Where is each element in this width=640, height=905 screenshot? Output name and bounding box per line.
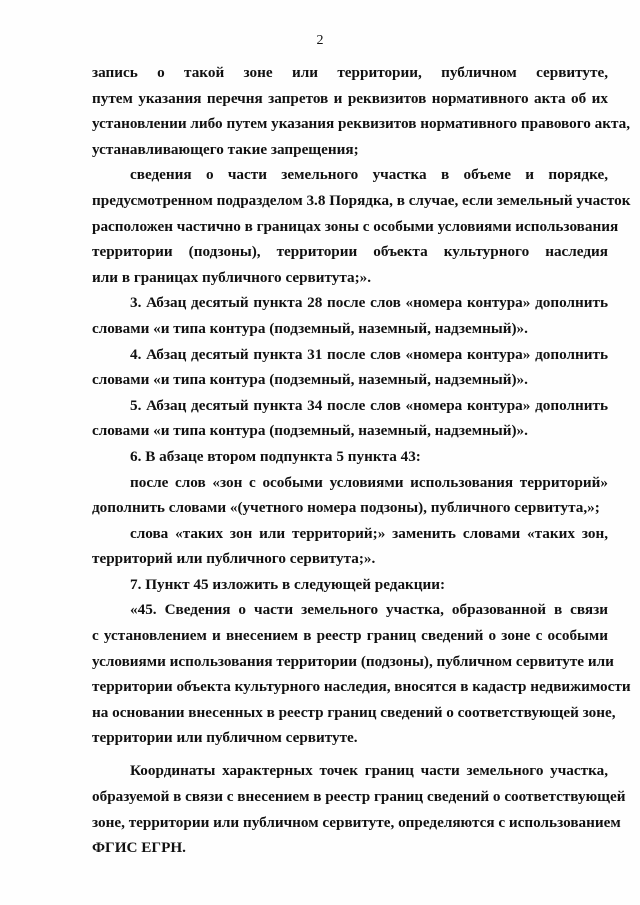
paragraph — [92, 597, 631, 751]
text-line: ФГИС ЕГРН. — [92, 839, 186, 857]
text-line: словами «и типа контура (подземный, наземный, надземный)». — [92, 371, 528, 389]
text-line: 3. Абзац десятый пункта 28 после слов «номера контура» дополнить — [130, 294, 608, 312]
text-line: словами «и типа контура (подземный, наземный, надземный)». — [92, 319, 528, 337]
text-line: путем указания перечня запретов и реквизитов нормативного акта об их — [92, 89, 608, 107]
page-number: 2 — [316, 33, 324, 48]
text-line: территории (подзоны), территории объекта культурного наследия — [92, 243, 608, 261]
paragraph — [92, 470, 608, 521]
text-line: территории или публичном сервитуте. — [92, 729, 358, 747]
text-line: территорий или публичного сервитута;». — [92, 550, 376, 568]
text-line: установлении либо путем указания реквизитов нормативного правового акта, — [92, 115, 631, 133]
text-line: словами «и типа контура (подземный, наземный, надземный)». — [92, 422, 528, 440]
text-line: «45. Сведения о части земельного участка, образованной в связи — [130, 601, 608, 619]
paragraph — [92, 162, 631, 290]
text-line: условиями использования территории (подзоны), публичном сервитуте или — [92, 652, 614, 670]
text-line: дополнить словами «(учетного номера подзоны), публичного сервитута,»; — [92, 499, 600, 517]
paragraph — [92, 521, 608, 572]
text-line: Координаты характерных точек границ части земельного участка, — [130, 762, 608, 780]
paragraph — [92, 342, 608, 393]
text-line: запись о такой зоне или территории, публичном сервитуте, — [92, 64, 608, 81]
text-line: образуемой в связи с внесением в реестр границ сведений о соответствующей — [92, 788, 626, 806]
text-line: или в границах публичного сервитута;». — [92, 268, 372, 286]
paragraph — [92, 758, 626, 860]
text-line: 6. В абзаце втором подпункта 5 пункта 43: — [130, 447, 421, 465]
paragraph — [92, 393, 608, 444]
text-line: сведения о части земельного участка в объеме и порядке, — [130, 166, 608, 184]
text-line: устанавливающего такие запрещения; — [92, 140, 359, 158]
text-line: расположен частично в границах зоны с особыми условиями использования — [92, 217, 619, 235]
text-line: слова «таких зон или территорий;» заменить словами «таких зон, — [130, 524, 608, 542]
paragraph — [92, 290, 608, 341]
text-line: 7. Пункт 45 изложить в следующей редакции: — [130, 575, 446, 593]
paragraph — [92, 444, 608, 470]
text-line: на основании внесенных в реестр границ сведений о соответствующей зоне, — [92, 703, 616, 721]
paragraph — [92, 572, 608, 598]
text-line: 5. Абзац десятый пункта 34 после слов «номера контура» дополнить — [130, 396, 608, 414]
document-body — [92, 60, 631, 861]
text-line: с установлением и внесением в реестр границ сведений о зоне с особыми — [92, 627, 608, 645]
paragraph — [92, 60, 631, 162]
text-line: территории объекта культурного наследия, вносятся в кадастр недвижимости — [92, 678, 631, 696]
text-line: 4. Абзац десятый пункта 31 после слов «номера контура» дополнить — [130, 345, 608, 363]
text-line: после слов «зон с особыми условиями использования территорий» — [130, 473, 608, 491]
text-line: зоне, территории или публичном сервитуте, определяются с использованием — [92, 813, 621, 831]
text-line: предусмотренном подразделом 3.8 Порядка, в случае, если земельный участок — [92, 191, 631, 209]
paragraph-gap — [92, 751, 608, 758]
